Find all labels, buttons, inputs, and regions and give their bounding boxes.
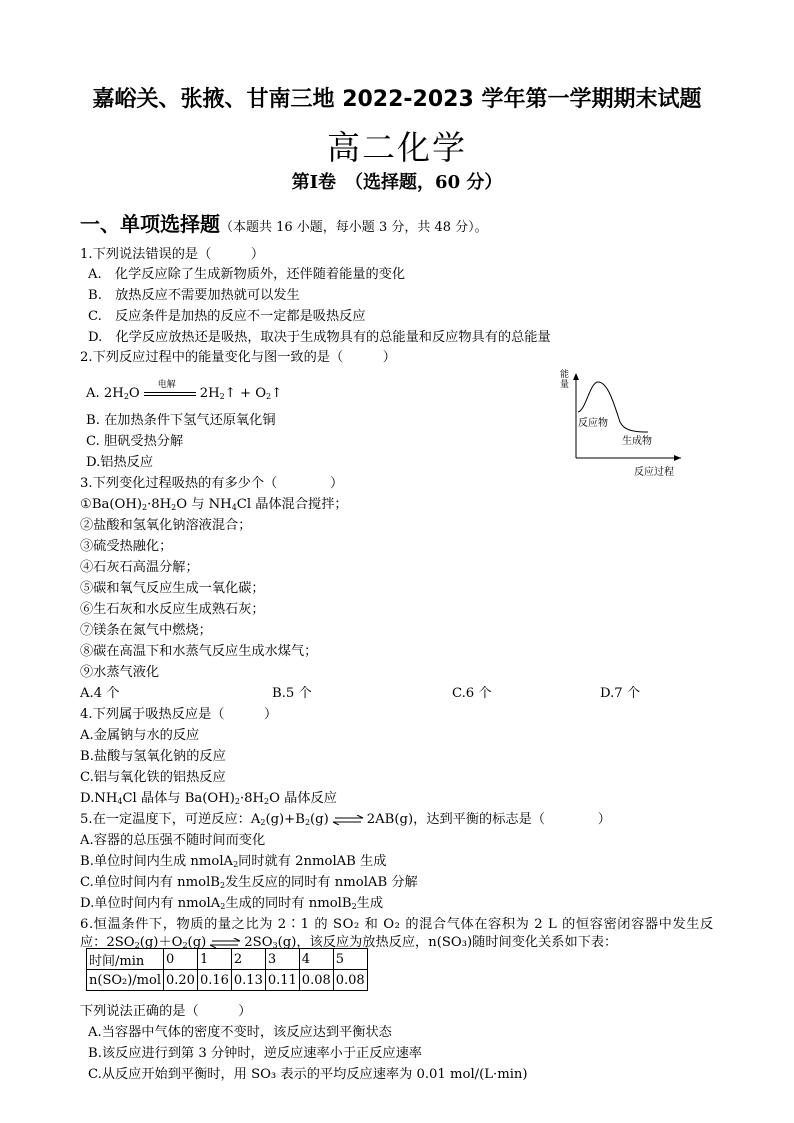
q4-option-d: $D.NH_4Cl$ 晶体与 $Ba(OH)_2\cdot 8H_2O$ 晶体反应 (80, 791, 337, 806)
q5-stem: 5.在一定温度下，可逆反应：$A_2(g)+B_2(g)$ 2AB(g)，达到平衡的标志是（ ） (80, 812, 611, 827)
q3-item-6: ⑥生石灰和水反应生成熟石灰； (80, 602, 265, 617)
table-cell: 0.20 (163, 970, 197, 991)
q6-option-c: C.从反应开始到平衡时，用 SO₃ 表示的平均反应速率为 0.01 mol/(L·min) (88, 1067, 528, 1082)
q3-item-8: ⑧碳在高温下和水蒸气反应生成水煤气； (80, 644, 318, 659)
exam-title: 嘉峪关、张掖、甘南三地 2022-2023 学年第一学期期末试题 (92, 87, 702, 112)
table-cell: 时间/min (87, 949, 164, 970)
q4-option-b: B.盐酸与氢氧化钠的反应 (80, 749, 226, 764)
table-cell: n(SO₂)/mol (87, 970, 164, 991)
q1-option-b: B. 放热反应不需要加热就可以发生 (88, 288, 300, 303)
q4-stem: 4.下列属于吸热反应是（ ） (80, 707, 278, 722)
reactant-label: 反应物 (578, 418, 608, 429)
table-cell: 2 (231, 949, 265, 970)
q2-option-a: A. $2H_2O$ 电解 $2H_2↑$ + $O_2↑$ (86, 379, 283, 401)
q6-stem-line2: 应：$2SO_2(g)+O_2(g)$ $2SO_3(g)$，该反应为放热反应，n(SO₃)随时间变化关系如下表： (80, 935, 618, 950)
y-axis-label: 能量 (560, 370, 570, 390)
q3-item-4: ④石灰石高温分解； (80, 560, 199, 575)
q1-stem: 1.下列说法错误的是（ ） (80, 247, 265, 262)
q3-option-b: B.5 个 (272, 686, 312, 701)
q6-option-a: A.当容器中气体的密度不变时，该反应达到平衡状态 (88, 1025, 392, 1040)
paper-part-title: 第Ⅰ卷 （选择题，60 分） (291, 172, 503, 193)
subject-title: 高二化学 (327, 128, 467, 167)
q3-stem: 3.下列变化过程吸热的有多少个（ ） (80, 476, 344, 491)
q6-stem-line1: 6.恒温条件下，物质的量之比为 2∶1 的 SO₂ 和 O₂ 的混合气体在容积为 2 L 的恒容密闭容器中发生反 (80, 917, 714, 932)
q1-option-c: C. 反应条件是加热的反应不一定都是吸热反应 (88, 309, 366, 324)
section-heading (80, 208, 488, 237)
table-cell: 0.16 (197, 970, 231, 991)
q2-option-b: B. 在加热条件下氢气还原氧化铜 (86, 413, 276, 428)
q3-item-9: ⑨水蒸气液化 (80, 665, 160, 680)
product-label: 生成物 (622, 436, 652, 447)
q4-option-a: A.金属钠与水的反应 (80, 728, 200, 743)
so3-time-table (86, 948, 368, 991)
table-cell: 0.13 (231, 970, 265, 991)
q6-option-b: B.该反应进行到第 3 分钟时，逆反应速率小于正反应速率 (88, 1046, 422, 1061)
section-note: （本题共 16 小题，每小题 3 分，共 48 分）。 (220, 220, 488, 235)
reversible-arrow-icon (331, 815, 365, 825)
table-cell: 0 (163, 949, 197, 970)
table-cell: 0.08 (333, 970, 367, 991)
table-cell: 0.11 (265, 970, 299, 991)
q3-option-d: D.7 个 (600, 686, 641, 701)
q3-option-c: C.6 个 (452, 686, 492, 701)
q1-option-d: D. 化学反应放热还是吸热，取决于生成物具有的总能量和反应物具有的总能量 (88, 330, 551, 345)
table-row (87, 970, 368, 991)
q2-option-c: C. 胆矾受热分解 (86, 434, 184, 449)
q2-option-d: D.铝热反应 (86, 455, 154, 470)
reversible-arrow-icon (208, 938, 242, 948)
q3-item-3: ③硫受热融化； (80, 539, 173, 554)
electrolysis-arrow: 电解 (144, 387, 196, 401)
table-row (87, 949, 368, 970)
q6-stem2: 下列说法正确的是（ ） (80, 1004, 252, 1019)
q1-option-a: A. 化学反应除了生成新物质外，还伴随着能量的变化 (88, 267, 406, 282)
table-cell: 4 (299, 949, 333, 970)
x-axis-label: 反应过程 (634, 467, 674, 478)
q2-stem: 2.下列反应过程中的能量变化与图一致的是（ ） (80, 350, 396, 365)
table-cell: 3 (265, 949, 299, 970)
q3-item-7: ⑦镁条在氮气中燃烧； (80, 623, 212, 638)
table-cell: 5 (333, 949, 367, 970)
q5-option-b: B.单位时间内生成 nmolA$_2$同时就有 2nmolAB 生成 (80, 854, 387, 869)
q5-option-a: A.容器的总压强不随时间而变化 (80, 833, 266, 848)
q3-option-a: A.4 个 (80, 686, 120, 701)
q3-item-5: ⑤碳和氧气反应生成一氧化碳； (80, 581, 265, 596)
q5-option-c: C.单位时间内有 nmolB$_2$发生反应的同时有 nmolAB 分解 (80, 875, 418, 890)
energy-diagram (556, 370, 686, 478)
table-cell: 1 (197, 949, 231, 970)
q3-item-1: $①Ba(OH)_2\cdot 8H_2O$ 与 $NH_4Cl$ 晶体混合搅拌； (80, 497, 348, 512)
q5-option-d: D.单位时间内有 nmolA$_2$生成的同时有 nmolB$_2$生成 (80, 896, 384, 911)
table-cell: 0.08 (299, 970, 333, 991)
q3-item-2: ②盐酸和氢氧化钠溶液混合； (80, 518, 252, 533)
section-title: 一、单项选择题 (80, 212, 220, 236)
q4-option-c: C.铝与氧化铁的铝热反应 (80, 770, 226, 785)
